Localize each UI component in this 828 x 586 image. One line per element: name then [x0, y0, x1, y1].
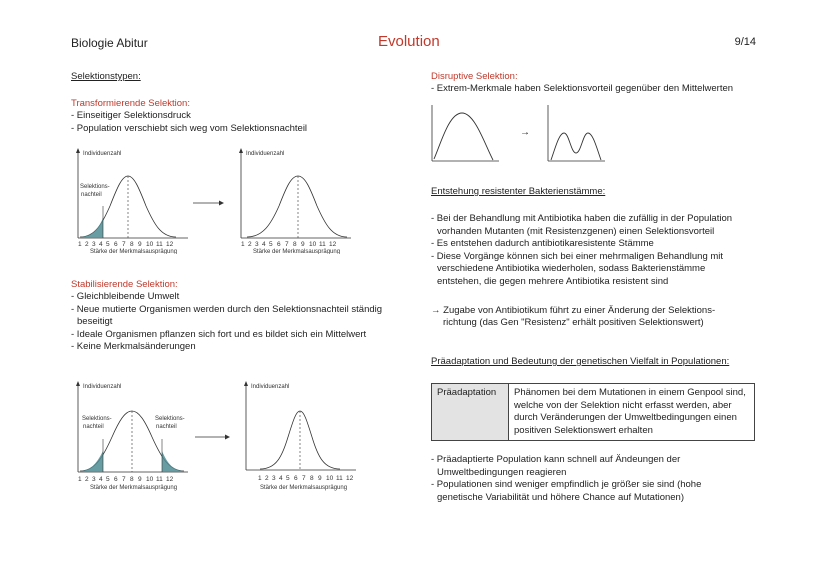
table-label-cell: Präadaptation — [432, 384, 509, 441]
tick-label: 1 — [78, 476, 82, 483]
tick-label: 2 — [85, 476, 89, 483]
tick-label: 8 — [293, 241, 297, 248]
graph-annotation: Selektions- — [155, 416, 185, 422]
tick-label: 1 — [258, 475, 262, 482]
heading-transformierend: Transformierende Selektion: — [71, 98, 190, 109]
graph-transformierend-after — [233, 146, 358, 254]
list-item: - Keine Merkmalsänderungen — [71, 341, 196, 352]
tick-label: 10 — [146, 241, 154, 248]
conclusion-line: richtung (das Gen "Resistenz" erhält positiven Selektionswert) — [443, 317, 704, 328]
list-item: - Diese Vorgänge können sich bei einer mehrmaligen Behandlung mit — [431, 250, 724, 262]
page-number: 9/14 — [734, 36, 756, 48]
tick-label: 9 — [138, 241, 142, 248]
graph-xlabel: Stärke der Merkmalsausprägung — [253, 249, 341, 254]
table-row — [432, 384, 755, 441]
tick-label: 10 — [326, 475, 334, 482]
list-praeadaptation — [431, 454, 701, 504]
list-item: - Es entstehen dadurch antibiotikaresistente Stämme — [431, 238, 654, 249]
list-item: - Einseitiger Selektionsdruck — [71, 110, 191, 121]
table-text-cell: Phänomen bei dem Mutationen in einem Genpool sind, welche von der Selektion nicht erfasst werden, aber durch Veränderungen der Umweltbedingungen einen positiven Selektionswert erhalten — [509, 384, 755, 441]
tick-label: 12 — [166, 476, 174, 483]
graph-xlabel: Stärke der Merkmalsausprägung — [260, 485, 348, 491]
list-item: verschiedene Antibiotika wiederholen, sodass Bakterienstämme — [437, 263, 706, 274]
graph-ylabel: Individuenzahl — [251, 384, 290, 390]
tick-label: 1 — [241, 241, 245, 248]
list-item: - Populationen sind weniger empfindlich je größer sie sind (hohe — [431, 479, 702, 490]
tick-label: 3 — [272, 475, 276, 482]
tick-label: 8 — [310, 475, 314, 482]
tick-label: 10 — [309, 241, 317, 248]
graph-ylabel: Individuenzahl — [83, 384, 122, 390]
list-item: beseitigt — [77, 316, 113, 327]
heading-praeadaptation: Präadaptation und Bedeutung der genetischen Vielfalt in Populationen: — [431, 356, 730, 367]
graph-annotation: Selektions- — [82, 416, 112, 422]
list-item: - Population verschiebt sich weg vom Selektionsnachteil — [71, 122, 308, 134]
tick-label: 3 — [255, 241, 259, 248]
tick-label: 5 — [106, 476, 110, 483]
graph-ylabel: Individuenzahl — [246, 151, 285, 157]
tick-label: 4 — [99, 241, 103, 248]
list-resistenz — [431, 213, 732, 288]
graph-annotation: nachteil — [81, 192, 102, 198]
tick-label: 11 — [319, 241, 326, 248]
tick-label: 4 — [279, 475, 283, 482]
list-stabilisierend — [71, 291, 382, 354]
tick-label: 11 — [156, 476, 163, 483]
arrow-icon — [193, 198, 225, 208]
graph-ylabel: Individuenzahl — [83, 151, 122, 157]
tick-label: 12 — [166, 241, 174, 248]
tick-label: 7 — [122, 476, 126, 483]
list-item: - Ideale Organismen pflanzen sich fort und es bildet sich ein Mittelwert — [71, 328, 367, 340]
tick-label: 11 — [336, 475, 343, 482]
tick-label: 2 — [265, 475, 269, 482]
x-ticks — [258, 475, 354, 482]
list-item: Umweltbedingungen reagieren — [437, 466, 567, 478]
graph-stabilisierend-after — [238, 379, 363, 494]
tick-label: 3 — [92, 476, 96, 483]
list-item: entstehen, die gegen mehrere Antibiotika resistent sind — [437, 275, 669, 287]
tick-label: 9 — [318, 475, 322, 482]
graph-annotation: Selektions- — [80, 184, 110, 190]
graph-stabilisierend-before — [70, 379, 195, 494]
x-ticks — [78, 476, 174, 483]
tick-label: 2 — [85, 241, 89, 248]
x-ticks — [78, 241, 174, 248]
list-item: - Bei der Behandlung mit Antibiotika haben die zufällig in der Population — [431, 213, 733, 224]
tick-label: 1 — [78, 241, 82, 248]
list-item: - Extrem-Merkmale haben Selektionsvorteil gegenüber den Mittelwerten — [431, 83, 734, 94]
subject-label: Biologie Abitur — [71, 36, 148, 50]
tick-label: 7 — [122, 241, 126, 248]
list-item: - Gleichbleibende Umwelt — [71, 291, 180, 302]
x-ticks — [241, 241, 337, 248]
tick-label: 3 — [92, 241, 96, 248]
tick-label: 5 — [269, 241, 273, 248]
tick-label: 9 — [301, 241, 305, 248]
tick-label: 11 — [156, 241, 163, 248]
tick-label: 6 — [277, 241, 281, 248]
tick-label: 5 — [286, 475, 290, 482]
tick-label: 4 — [99, 476, 103, 483]
tick-label: 5 — [106, 241, 110, 248]
tick-label: 12 — [346, 475, 354, 482]
graph-xlabel: Stärke der Merkmalsausprägung — [90, 249, 178, 254]
tick-label: 7 — [302, 475, 306, 482]
conclusion-line: → Zugabe von Antibiotikum führt zu einer Änderung der Selektions- — [431, 305, 716, 316]
section-heading-selektionstypen: Selektionstypen: — [71, 71, 141, 82]
graph-transformierend-before — [70, 146, 195, 254]
graph-disruptiv-after — [545, 103, 607, 165]
list-item: - Neue mutierte Organismen werden durch den Selektionsnachteil ständig — [71, 303, 383, 315]
graph-disruptiv-before — [429, 103, 501, 165]
arrow-icon: → — [520, 127, 530, 138]
tick-label: 8 — [130, 241, 134, 248]
tick-label: 7 — [285, 241, 289, 248]
tick-label: 8 — [130, 476, 134, 483]
graph-annotation: nachteil — [83, 424, 104, 430]
graph-annotation: nachteil — [156, 424, 177, 430]
tick-label: 4 — [262, 241, 266, 248]
tick-label: 6 — [114, 241, 118, 248]
heading-resistenz: Entstehung resistenter Bakterienstämme: — [431, 186, 606, 197]
graph-xlabel: Stärke der Merkmalsausprägung — [90, 485, 178, 491]
list-item: vorhanden Mutanten (mit Resistenzgenen) einen Selektionsvorteil — [437, 225, 715, 237]
list-item: genetische Variabilität und höhere Chance auf Mutationen) — [437, 491, 684, 503]
tick-label: 10 — [146, 476, 154, 483]
list-transformierend — [71, 110, 307, 135]
tick-label: 12 — [329, 241, 337, 248]
heading-stabilisierend: Stabilisierende Selektion: — [71, 279, 178, 290]
list-item: - Präadaptierte Population kann schnell auf Ändeungen der — [431, 454, 681, 465]
tick-label: 9 — [138, 476, 142, 483]
tick-label: 6 — [294, 475, 298, 482]
arrow-icon — [195, 432, 231, 442]
tick-label: 6 — [114, 476, 118, 483]
tick-label: 2 — [248, 241, 252, 248]
heading-disruptiv: Disruptive Selektion: — [431, 71, 518, 82]
page-title: Evolution — [378, 33, 440, 50]
list-disruptiv — [431, 83, 733, 96]
definition-table — [431, 383, 755, 441]
